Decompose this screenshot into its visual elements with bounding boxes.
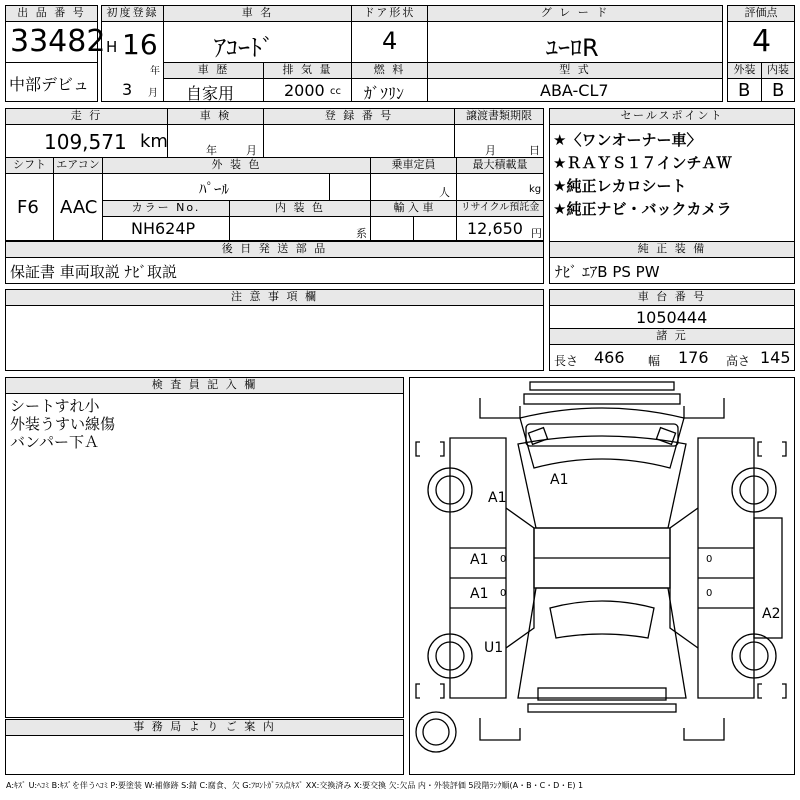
inspector-line: シートすれ小 [10,397,100,415]
transfer-box [454,124,544,158]
inspector-line: 外装うすい線傷 [10,415,116,433]
damage-mark-left-rear: U1 [484,640,504,656]
recycle-unit: 円 [531,227,542,240]
transfer-day-unit: 日 [529,144,540,157]
inspector-label: 検 査 員 記 入 欄 [5,377,404,394]
grade-value: ﾕｰﾛR [546,34,599,62]
grade-label: グ レ ー ド [427,5,723,22]
car-outline-icon [410,378,794,774]
score-label: 評価点 [727,5,795,22]
mileage-unit: km [140,131,168,152]
insp-month-unit: 月 [246,144,257,157]
zero-mark: 0 [706,588,713,599]
width-label: 幅 [648,354,661,368]
shift-label: シフト [5,157,54,174]
width-value: 176 [678,348,709,367]
capacity-unit: 人 [439,186,450,199]
recycle-box [456,216,544,241]
ext-color-label: 外 装 色 [102,157,371,174]
fuel-box [351,78,428,102]
model-name: ｱｺｰﾄﾞ [214,34,274,62]
import-box-a [370,216,414,241]
dims-box [549,344,795,371]
damage-mark-right-rear: A2 [762,606,781,622]
recycle-label: リサイクル預託金 [456,200,544,217]
grade-box [427,21,723,63]
later-parts-value: 保証書 車両取説 ﾅﾋﾞ取説 [10,263,178,281]
reg-year: 16 [122,28,158,61]
max-load-unit: kg [529,184,542,195]
inspection-label: 車 検 [167,108,264,125]
chassis-number: 1050444 [636,308,708,327]
history-label: 車 歴 [163,62,264,79]
notes-label: 注 意 事 項 欄 [5,289,544,306]
exterior-value: B [738,80,751,101]
ext-color-sub-box [329,173,371,201]
fuel-value: ｶﾞｿﾘﾝ [364,84,405,103]
damage-mark-rear-door: A1 [470,586,489,602]
mileage-box [5,124,168,158]
era: H [106,38,118,56]
fuel-label: 燃 料 [351,62,428,79]
type-label: 型 式 [427,62,723,79]
color-no-value: NH624P [131,219,196,238]
zero-mark: 0 [500,588,507,599]
insp-year-unit: 年 [206,144,217,157]
length-value: 466 [594,348,625,367]
reg-no-label: 登 録 番 号 [263,108,455,125]
damage-mark-roof: A1 [550,472,569,488]
ext-color-box [102,173,330,201]
exterior-label: 外装 [727,62,762,79]
sales-point-item: ★ＲＡＹＳ１７インチＡＷ [553,154,732,172]
mileage-value: 109,571 [44,130,127,154]
color-no-label: カラー No. [102,200,230,217]
lot-number: 33482 [10,24,106,59]
sales-point-item: ★純正ナビ・バックカメラ [553,200,732,218]
interior-box [761,78,795,102]
damage-mark-left-front: A1 [488,490,507,506]
lot-number-label: 出 品 番 号 [5,5,98,22]
sales-points-label: セールスポイント [549,108,795,125]
inspector-line: バンパー下Ａ [10,433,99,451]
displacement-unit: cc [330,86,341,97]
doors-value: 4 [382,27,398,55]
ac-label: エアコン [53,157,103,174]
doors-box [351,21,428,63]
ac-box [53,173,103,241]
int-color-label: 内 装 色 [229,200,371,217]
displacement-value: 2000 [284,81,325,100]
ext-color-value: ﾊﾟｰﾙ [199,180,230,198]
car-diagram [409,377,795,775]
reg-month: 3 [122,80,133,99]
office-label: 事 務 局 よ り ご 案 内 [5,719,404,736]
legend-text: A:ｷｽﾞ U:ﾍｺﾐ B:ｷｽﾞを伴うﾍｺﾐ P:要塗装 W:補修跡 S:錆 C:腐食、欠 G:ﾌﾛﾝﾄｶﾞﾗｽ点ｷｽﾞ XX:交換済み X:要交換 欠:欠品 内・外装評価 5段階ﾗﾝｸ順(A・B・C・D・E) 1 [6,781,584,790]
notes-box [5,305,544,371]
month-unit: 月 [148,88,158,99]
recycle-value: 12,650 [467,219,523,238]
sales-point-item: ★〈ワンオーナー車〉 [553,131,702,149]
mileage-label: 走 行 [5,108,168,125]
first-reg-box [101,21,164,102]
history-box [163,78,264,102]
model-label: 車 名 [163,5,352,22]
chassis-box [549,305,795,329]
equipment-value: ﾅﾋﾞ ｴｱB PS PW [555,263,660,281]
length-label: 長さ [554,354,579,368]
import-box-b [413,216,457,241]
inspector-box [5,393,404,718]
color-no-box [102,216,230,241]
lot-number-box [5,21,106,63]
office-box [5,735,404,775]
model-box [163,21,352,63]
shift-value: F6 [17,197,39,218]
score-value: 4 [752,24,772,59]
displacement-box [263,78,352,102]
interior-value: B [772,80,785,101]
inspection-box [167,124,264,158]
height-value: 145 [760,348,791,367]
debut-box [5,62,98,102]
zero-mark: 0 [706,554,713,565]
year-unit: 年 [150,66,160,77]
int-color-box [229,216,371,241]
max-load-label: 最大積載量 [456,157,544,174]
shift-box [5,173,54,241]
transfer-label: 譲渡書類期限 [454,108,544,125]
later-parts-label: 後 日 発 送 部 品 [5,241,544,258]
equipment-box [549,257,795,284]
int-color-unit: 系 [356,227,367,240]
type-box [427,78,723,102]
history-value: 自家用 [186,84,235,103]
capacity-label: 乗車定員 [370,157,457,174]
exterior-box [727,78,762,102]
ac-value: AAC [60,197,98,218]
doors-label: ドア形状 [351,5,428,22]
dims-label: 諸 元 [549,328,795,345]
import-label: 輸 入 車 [370,200,457,217]
reg-no-box [263,124,455,158]
displacement-label: 排 気 量 [263,62,352,79]
first-reg-label: 初度登録 [101,5,164,22]
debut-text: 中部デビュ [9,75,90,94]
capacity-box [370,173,457,201]
sales-point-item: ★純正レカロシート [553,177,687,195]
zero-mark: 0 [500,554,507,565]
sales-points-box [549,124,795,242]
later-parts-box [5,257,544,284]
damage-mark-front-door: A1 [470,552,489,568]
score-box [727,21,795,63]
interior-label: 内装 [761,62,795,79]
height-label: 高さ [726,354,751,368]
max-load-box [456,173,544,201]
transfer-month-unit: 月 [485,144,496,157]
chassis-label: 車 台 番 号 [549,289,795,306]
type-value: ABA-CL7 [540,81,609,100]
equipment-label: 純 正 装 備 [549,241,795,258]
